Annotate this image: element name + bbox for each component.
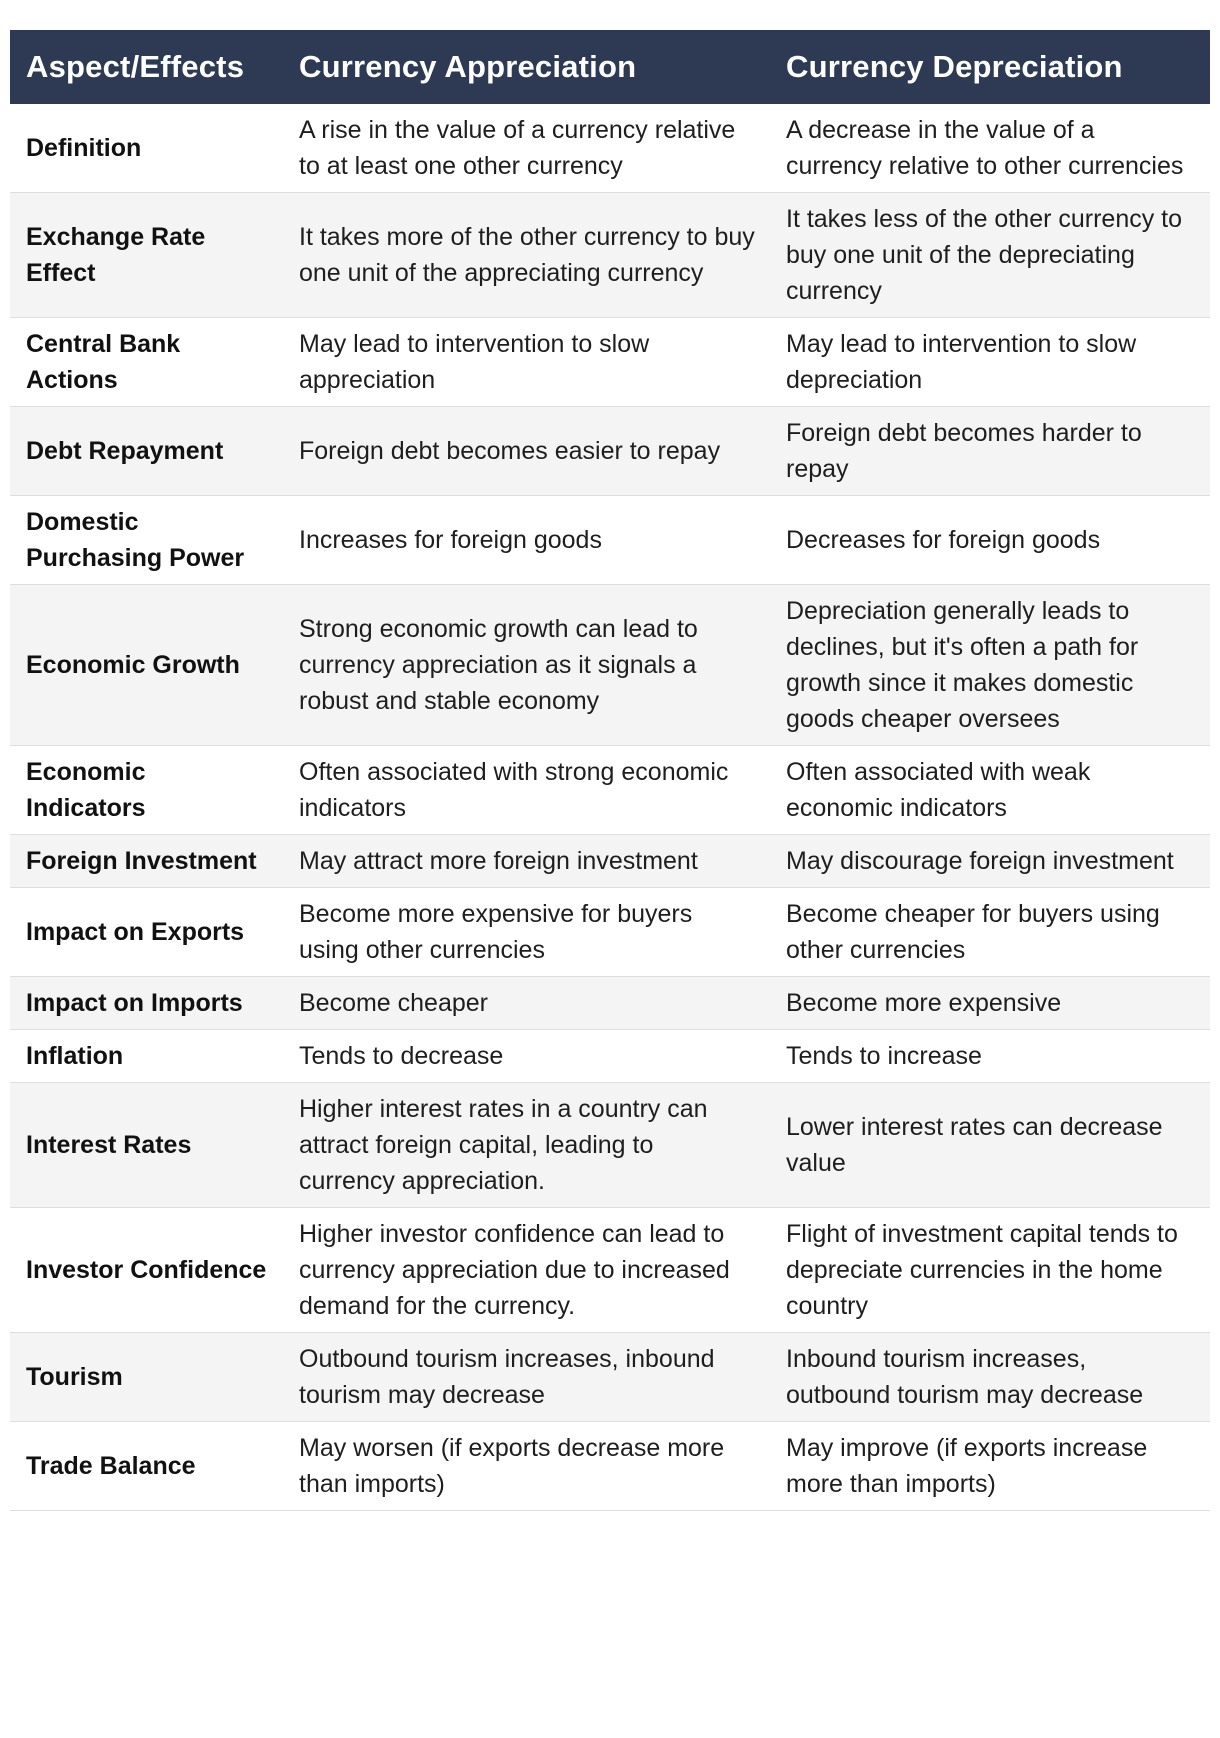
table-row (10, 1083, 1210, 1208)
aspect-cell: Central Bank Actions (10, 318, 283, 407)
appreciation-cell: Increases for foreign goods (283, 496, 770, 585)
depreciation-cell: Tends to increase (770, 1030, 1210, 1083)
table-row (10, 835, 1210, 888)
appreciation-cell: May attract more foreign investment (283, 835, 770, 888)
appreciation-cell: Outbound tourism increases, inbound tourism may decrease (283, 1333, 770, 1422)
aspect-cell: Impact on Imports (10, 977, 283, 1030)
table-row (10, 193, 1210, 318)
aspect-cell: Domestic Purchasing Power (10, 496, 283, 585)
aspect-cell: Economic Growth (10, 585, 283, 746)
table-body (10, 104, 1210, 1511)
depreciation-cell: Often associated with weak economic indicators (770, 746, 1210, 835)
appreciation-cell: Become more expensive for buyers using other currencies (283, 888, 770, 977)
table-row (10, 1208, 1210, 1333)
depreciation-cell: Become more expensive (770, 977, 1210, 1030)
header-appreciation: Currency Appreciation (283, 30, 770, 104)
table-row (10, 1030, 1210, 1083)
depreciation-cell: Lower interest rates can decrease value (770, 1083, 1210, 1208)
aspect-cell: Economic Indicators (10, 746, 283, 835)
depreciation-cell: Inbound tourism increases, outbound tourism may decrease (770, 1333, 1210, 1422)
depreciation-cell: May lead to intervention to slow depreciation (770, 318, 1210, 407)
aspect-cell: Tourism (10, 1333, 283, 1422)
aspect-cell: Definition (10, 104, 283, 193)
depreciation-cell: A decrease in the value of a currency relative to other currencies (770, 104, 1210, 193)
table-row (10, 746, 1210, 835)
aspect-cell: Inflation (10, 1030, 283, 1083)
aspect-cell: Debt Repayment (10, 407, 283, 496)
table-header (10, 30, 1210, 104)
header-row (10, 30, 1210, 104)
appreciation-cell: A rise in the value of a currency relative to at least one other currency (283, 104, 770, 193)
table-row (10, 407, 1210, 496)
depreciation-cell: It takes less of the other currency to buy one unit of the depreciating currency (770, 193, 1210, 318)
aspect-cell: Impact on Exports (10, 888, 283, 977)
table-row (10, 585, 1210, 746)
table-row (10, 1333, 1210, 1422)
aspect-cell: Investor Confidence (10, 1208, 283, 1333)
depreciation-cell: Become cheaper for buyers using other currencies (770, 888, 1210, 977)
appreciation-cell: Higher interest rates in a country can attract foreign capital, leading to currency appreciation. (283, 1083, 770, 1208)
depreciation-cell: May discourage foreign investment (770, 835, 1210, 888)
table-row (10, 977, 1210, 1030)
appreciation-cell: Foreign debt becomes easier to repay (283, 407, 770, 496)
table-row (10, 104, 1210, 193)
appreciation-cell: Strong economic growth can lead to currency appreciation as it signals a robust and stable economy (283, 585, 770, 746)
header-aspect: Aspect/Effects (10, 30, 283, 104)
table-row (10, 888, 1210, 977)
depreciation-cell: Depreciation generally leads to declines, but it's often a path for growth since it makes domestic goods cheaper oversees (770, 585, 1210, 746)
aspect-cell: Foreign Investment (10, 835, 283, 888)
comparison-table-container (10, 30, 1210, 1511)
appreciation-cell: Become cheaper (283, 977, 770, 1030)
depreciation-cell: Decreases for foreign goods (770, 496, 1210, 585)
currency-comparison-table (10, 30, 1210, 1511)
depreciation-cell: Foreign debt becomes harder to repay (770, 407, 1210, 496)
appreciation-cell: It takes more of the other currency to buy one unit of the appreciating currency (283, 193, 770, 318)
depreciation-cell: Flight of investment capital tends to depreciate currencies in the home country (770, 1208, 1210, 1333)
appreciation-cell: May worsen (if exports decrease more than imports) (283, 1422, 770, 1511)
appreciation-cell: Higher investor confidence can lead to currency appreciation due to increased demand for the currency. (283, 1208, 770, 1333)
depreciation-cell: May improve (if exports increase more than imports) (770, 1422, 1210, 1511)
header-depreciation: Currency Depreciation (770, 30, 1210, 104)
appreciation-cell: Tends to decrease (283, 1030, 770, 1083)
table-row (10, 496, 1210, 585)
appreciation-cell: Often associated with strong economic indicators (283, 746, 770, 835)
table-row (10, 318, 1210, 407)
appreciation-cell: May lead to intervention to slow appreciation (283, 318, 770, 407)
aspect-cell: Exchange Rate Effect (10, 193, 283, 318)
table-row (10, 1422, 1210, 1511)
aspect-cell: Interest Rates (10, 1083, 283, 1208)
aspect-cell: Trade Balance (10, 1422, 283, 1511)
